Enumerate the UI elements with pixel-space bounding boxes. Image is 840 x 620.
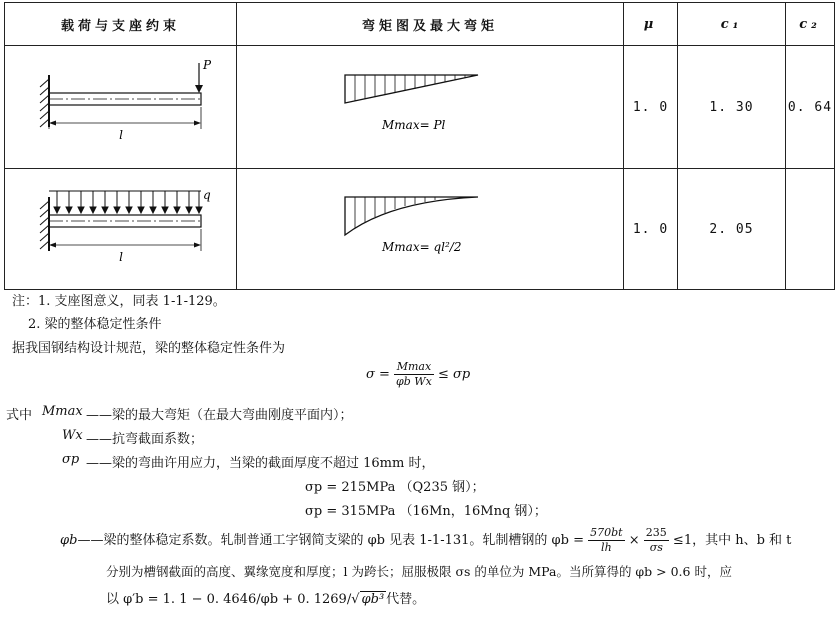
c1-value: 2. 05 bbox=[678, 169, 786, 290]
where-prefix: 式中 bbox=[6, 408, 33, 423]
formula-lhs: σ = bbox=[366, 367, 390, 382]
sigma-q235: σp = 215MPa （Q235 钢）； bbox=[305, 480, 485, 495]
def-sigma-symbol: σp bbox=[62, 452, 80, 467]
load-q-label: q bbox=[202, 188, 211, 202]
formula-denominator: φb Wx bbox=[396, 375, 432, 388]
header-c1: c₁ bbox=[678, 3, 786, 46]
def-phi-line2: 分别为槽钢截面的高度、翼缘宽度和厚度；l 为跨长；屈服极限 σs 的单位为 MPa。当所算得的 φb > 0.6 时，应 bbox=[106, 564, 732, 579]
phi-fraction-1 bbox=[588, 526, 624, 555]
formula-rhs: ≤ σp bbox=[437, 367, 471, 382]
moment-triangle-figure bbox=[330, 57, 530, 157]
c2-value bbox=[786, 169, 835, 290]
table-header-row bbox=[5, 3, 835, 46]
cantilever-point-load-diagram bbox=[5, 46, 237, 169]
header-moment: 弯矩图及最大弯矩 bbox=[237, 3, 624, 46]
def-phi-line3-b: 代替。 bbox=[386, 592, 426, 607]
def-wx-symbol: Wx bbox=[62, 428, 83, 443]
phi-frac1-den: lh bbox=[601, 541, 612, 554]
def-phi-symbol: φb bbox=[60, 533, 78, 548]
table-row bbox=[5, 46, 835, 169]
phi-frac2-num: 235 bbox=[645, 526, 667, 539]
moment-diagram-distributed-load bbox=[237, 169, 624, 290]
formula-fraction bbox=[394, 360, 434, 389]
sigma-16mn: σp = 315MPa （16Mn，16Mnq 钢）； bbox=[305, 504, 547, 519]
def-phi-text: ——梁的整体稳定系数。轧制普通工字钢简支梁的 φb 见表 1-1-131。轧制槽钢的 φb = bbox=[77, 533, 584, 548]
note-1: 注：1. 支座图意义，同表 1-1-129。 bbox=[12, 294, 226, 309]
def-mmax: ——梁的最大弯矩（在最大弯曲刚度平面内）； bbox=[86, 408, 353, 423]
header-mu: μ bbox=[624, 3, 678, 46]
mu-value: 1. 0 bbox=[624, 169, 678, 290]
def-phi-line3: 以 φ′b = 1. 1 − 0. 4646/φb + 0. 1269/√ φb³ 代替。 bbox=[106, 592, 426, 607]
beam-point-load-figure bbox=[31, 57, 211, 157]
moment-max-label: Mmax= Pl bbox=[382, 118, 446, 132]
def-sigma: ——梁的弯曲许用应力，当梁的截面厚度不超过 16mm 时， bbox=[86, 456, 435, 471]
intro-text: 据我国钢结构设计规范，梁的整体稳定性条件为 bbox=[12, 341, 286, 356]
span-label: l bbox=[118, 250, 123, 264]
c1-value: 1. 30 bbox=[678, 46, 786, 169]
phi-frac2-den: σs bbox=[649, 541, 663, 554]
main-formula bbox=[366, 360, 470, 389]
span-label: l bbox=[118, 128, 123, 142]
phi-times: × bbox=[628, 533, 640, 548]
header-c2: c₂ bbox=[786, 3, 835, 46]
def-wx: ——抗弯截面系数； bbox=[86, 432, 204, 447]
header-load: 载荷与支座约束 bbox=[5, 3, 237, 46]
def-mmax-symbol: Mmax bbox=[42, 404, 83, 419]
beam-distributed-load-figure bbox=[31, 179, 211, 279]
moment-max-label: Mmax= ql²/2 bbox=[382, 240, 462, 254]
mu-value: 1. 0 bbox=[624, 46, 678, 169]
load-p-label: P bbox=[202, 58, 211, 72]
def-phi-line3-a: 以 φ′b = 1. 1 − 0. 4646/φb + 0. 1269/ bbox=[106, 592, 352, 607]
def-phi-line3-sqrt: φb³ bbox=[361, 592, 385, 607]
section-title: 2. 梁的整体稳定性条件 bbox=[28, 317, 162, 332]
table-row bbox=[5, 169, 835, 290]
def-phi-line1 bbox=[60, 526, 791, 555]
constraint-table bbox=[4, 2, 835, 290]
def-phi-tail: ≤1，其中 h、b 和 t bbox=[672, 533, 792, 548]
phi-frac1-num: 570bt bbox=[590, 526, 623, 539]
formula-numerator: Mmax bbox=[394, 360, 434, 375]
c2-value: 0. 64 bbox=[786, 46, 835, 169]
moment-diagram-point-load bbox=[237, 46, 624, 169]
cantilever-distributed-load-diagram bbox=[5, 169, 237, 290]
moment-parabola-figure bbox=[330, 179, 530, 279]
phi-fraction-2 bbox=[644, 526, 669, 555]
